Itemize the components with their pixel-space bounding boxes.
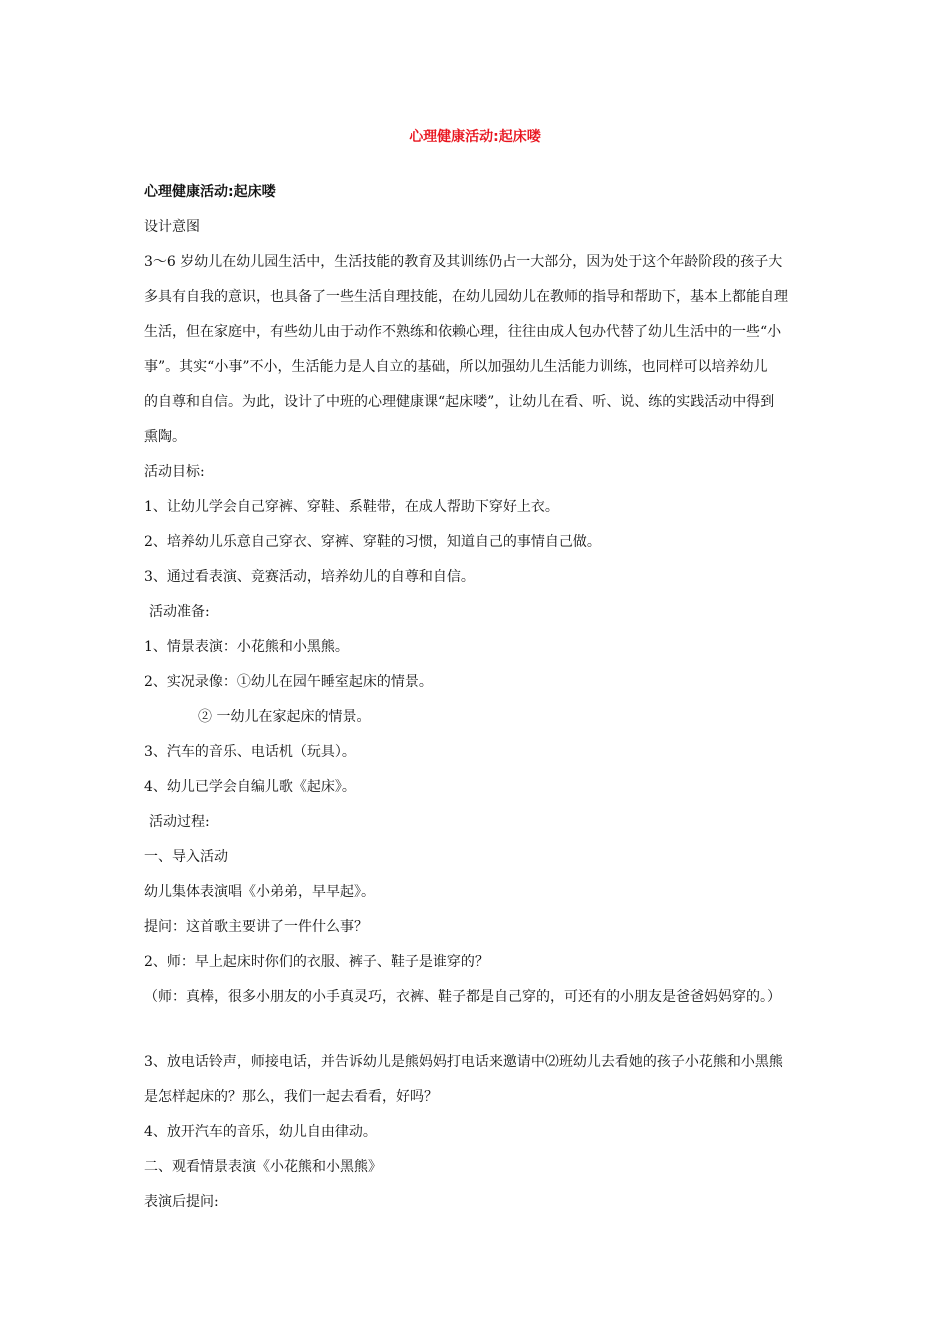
process-step: 是怎样起床的？那么，我们一起去看看，好吗？ [144, 1089, 438, 1105]
intent-line: 3～6 岁幼儿在幼儿园生活中，生活技能的教育及其训练仍占一大部分，因为处于这个年龄阶段的孩子大 [144, 254, 783, 270]
prep-item: ② 一幼儿在家起床的情景。 [198, 709, 371, 725]
process-step: 二、观看情景表演《小花熊和小黑熊》 [144, 1159, 382, 1175]
prep-item: 3、汽车的音乐、电话机（玩具）。 [144, 744, 356, 760]
prep-item: 4、幼儿已学会自编儿歌《起床》。 [144, 779, 356, 795]
intent-line: 事”。其实“小事”不小，生活能力是人自立的基础，所以加强幼儿生活能力训练，也同样可以培养幼儿 [144, 359, 768, 375]
document-heading: 心理健康活动:起床喽 [144, 184, 276, 200]
process-step: 2、师：早上起床时你们的衣服、裤子、鞋子是谁穿的？ [144, 954, 489, 970]
intent-line: 多具有自我的意识，也具备了一些生活自理技能，在幼儿园幼儿在教师的指导和帮助下，基本上都能自理 [144, 289, 788, 305]
process-step: 幼儿集体表演唱《小弟弟，早早起》。 [144, 884, 375, 900]
document-title: 心理健康活动:起床喽 [409, 129, 541, 145]
process-step: 表演后提问: [144, 1194, 219, 1210]
goal-item: 2、培养幼儿乐意自己穿衣、穿裤、穿鞋的习惯，知道自己的事情自己做。 [144, 534, 601, 550]
process-step: 3、放电话铃声，师接电话，并告诉幼儿是熊妈妈打电话来邀请中⑵班幼儿去看她的孩子小花熊和小黑熊 [144, 1054, 783, 1070]
prep-item: 2、实况录像：①幼儿在园午睡室起床的情景。 [144, 674, 433, 690]
prep-item: 1、情景表演：小花熊和小黑熊。 [144, 639, 349, 655]
process-step: 提问：这首歌主要讲了一件什么事？ [144, 919, 368, 935]
process-step: 一、导入活动 [144, 849, 228, 865]
intent-line: 熏陶。 [144, 429, 186, 445]
goal-item: 3、通过看表演、竞赛活动，培养幼儿的自尊和自信。 [144, 569, 475, 585]
intent-line: 生活，但在家庭中，有些幼儿由于动作不熟练和依赖心理，往往由成人包办代替了幼儿生活中的一些“小 [144, 324, 782, 340]
goal-item: 1、让幼儿学会自己穿裤、穿鞋、系鞋带，在成人帮助下穿好上衣。 [144, 499, 559, 515]
goals-label: 活动目标: [144, 464, 205, 480]
process-step: （师：真棒，很多小朋友的小手真灵巧，衣裤、鞋子都是自己穿的，可还有的小朋友是爸爸妈妈穿的。） [144, 989, 781, 1005]
intent-line: 的自尊和自信。为此，设计了中班的心理健康课“起床喽”，让幼儿在看、听、说、练的实践活动中得到 [144, 394, 775, 410]
process-label: 活动过程: [149, 814, 210, 830]
design-intent-label: 设计意图 [144, 219, 200, 235]
prep-label: 活动准备: [149, 604, 210, 620]
process-step: 4、放开汽车的音乐，幼儿自由律动。 [144, 1124, 377, 1140]
